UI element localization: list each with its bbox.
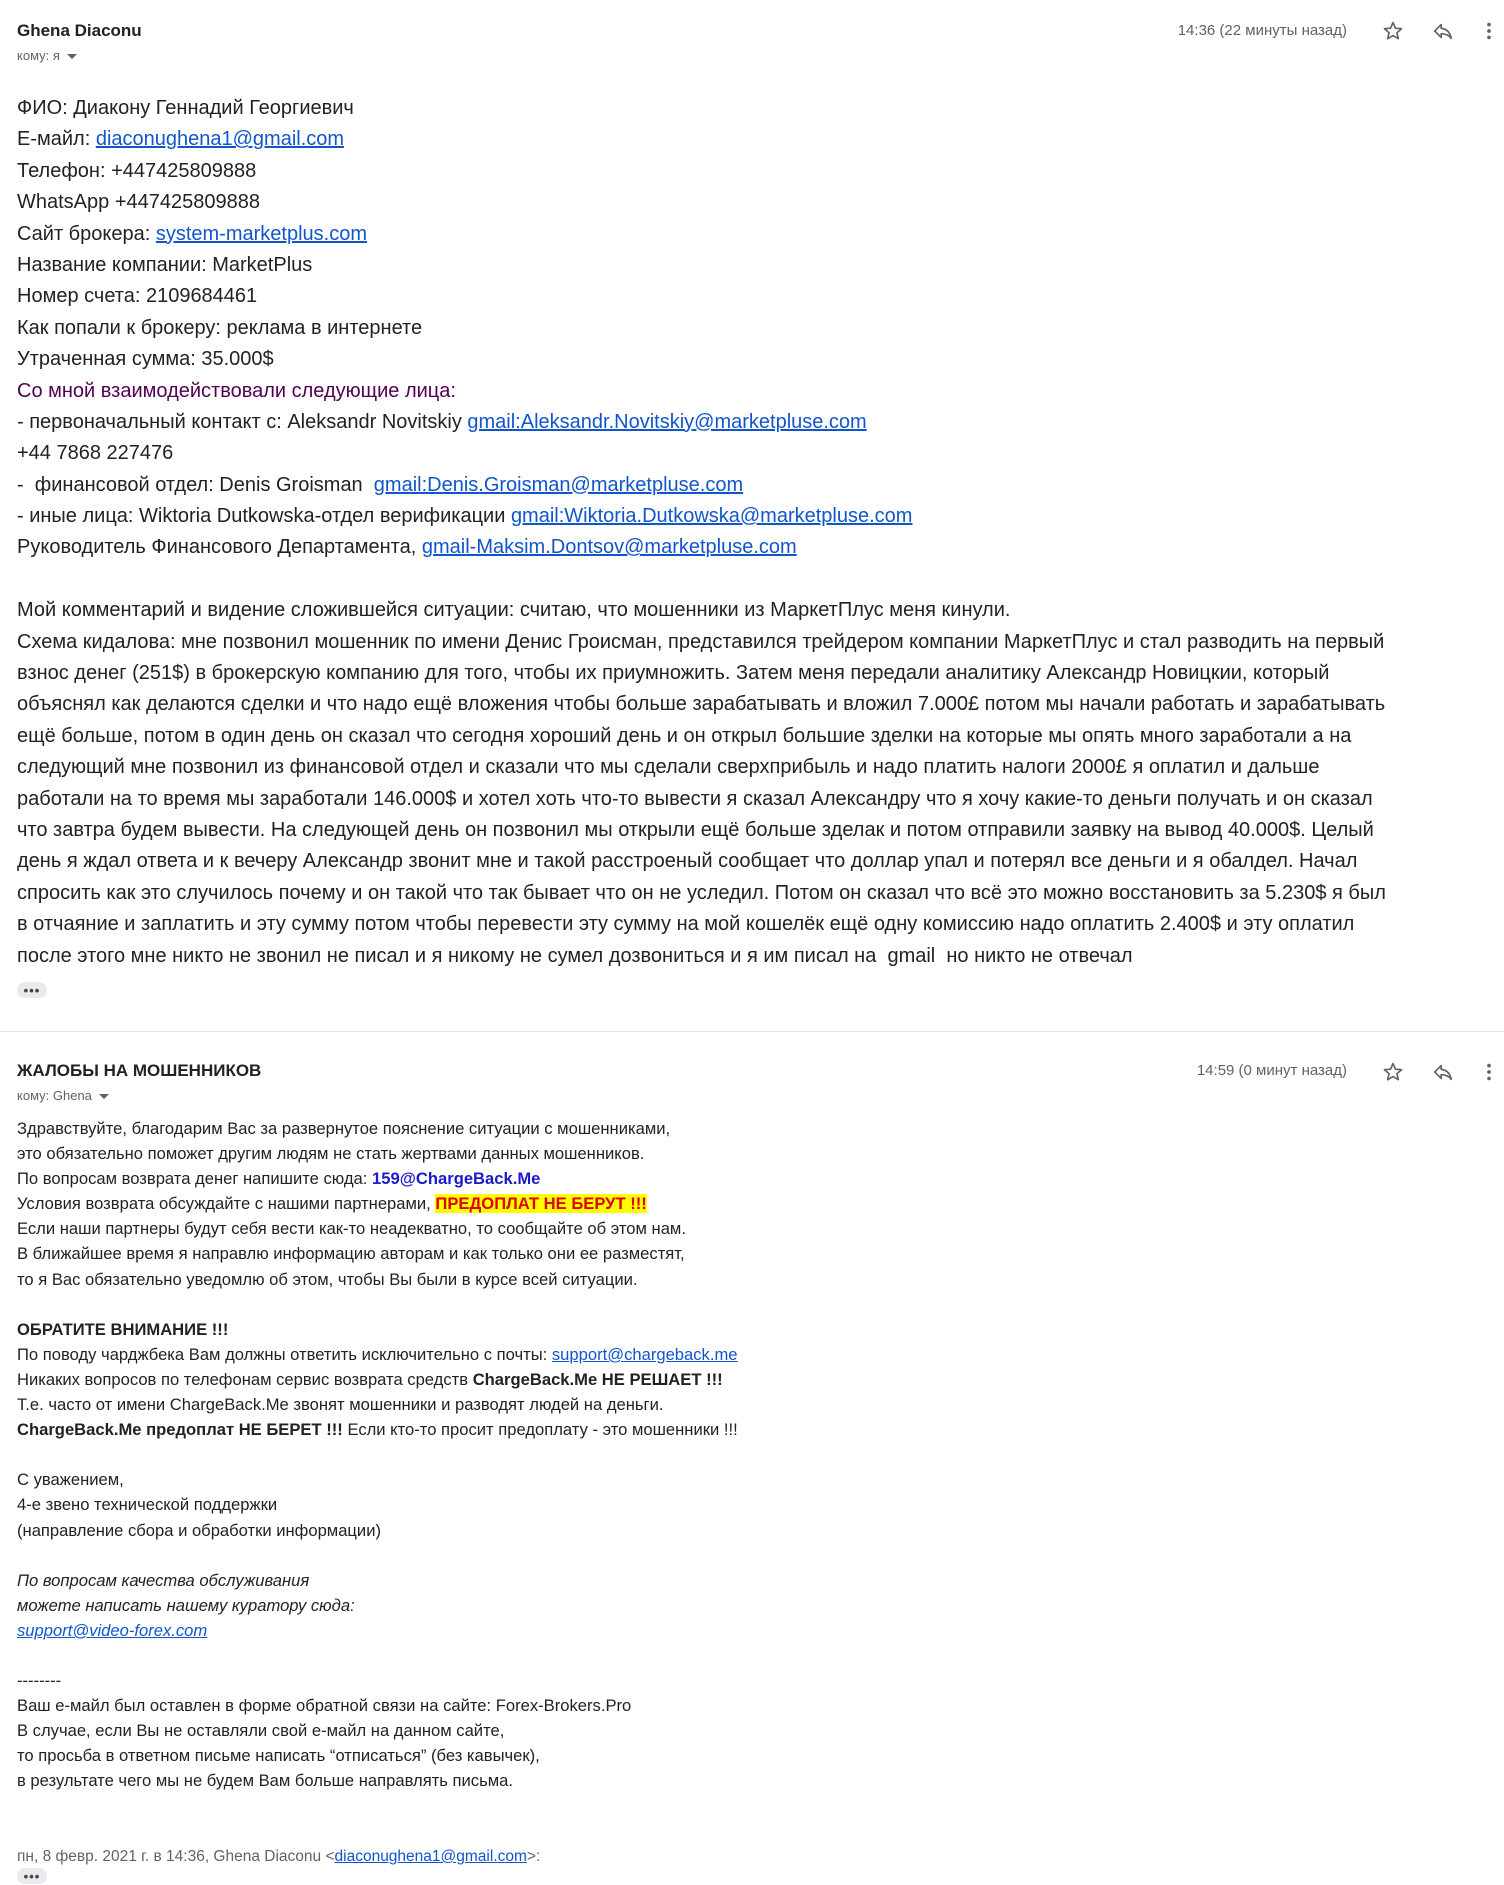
contact-3-link[interactable]: gmail:Wiktoria.Dutkowska@marketpluse.com <box>510 505 913 528</box>
chargeback-label: По поводу чарджбека Вам должны ответить исключительно с почты: <box>17 1344 552 1364</box>
story-line: после этого мне никто не звонил не писал и я никому не сумел дозвониться и я им писал на gmail но никто не отвечал <box>17 944 1133 967</box>
story-line: день я ждал ответа и к вечеру Александр звонит мне и такой расстроеный сообщает что доллар упал и потерял все деньги и я обалдел. Начал <box>17 850 1358 873</box>
message-divider <box>0 1031 1504 1032</box>
refund-line <box>17 1166 1477 1191</box>
story-line: работали на то время мы заработали 146.000$ и хотел хоть что-то вывести я сказал Александру что я хочу какие-то деньги получать и он сказал <box>17 787 1373 810</box>
regards-line: С уважением, <box>17 1470 124 1490</box>
email-line <box>17 124 1497 155</box>
contact-1-line <box>17 407 1497 438</box>
info-line: Если наши партнеры будут себя вести как-то неадекватно, то сообщайте об этом нам. <box>17 1219 686 1239</box>
show-trimmed-content-button[interactable]: ••• <box>17 1868 47 1884</box>
company-line: Название компании: MarketPlus <box>17 253 313 276</box>
quality-text: По вопросам качества обслуживания <box>17 1570 310 1590</box>
greeting-line: это обязательно поможет другим людям не стать жертвами данных мошенников. <box>17 1144 645 1164</box>
story-line: следующий мне позвонил из финансовой отдел и сказали что мы сделали сверхприбыль и надо платить налоги 2000£ я оплатил и дальше <box>17 756 1320 779</box>
info-line: В ближайшее время я направлю информацию авторам и как только они ее разместят, <box>17 1244 685 1264</box>
attention-heading: ОБРАТИТЕ ВНИМАНИЕ !!! <box>17 1319 229 1339</box>
dashes-line: -------- <box>17 1671 62 1691</box>
spacer <box>17 564 1497 595</box>
message-body <box>17 1116 1477 1794</box>
story-line: ещё больше, потом в один день он сказал что сегодня хороший день и он открыл большие зделки на которые мы опять много заработали а на <box>17 724 1352 747</box>
site-label: Сайт брокера: <box>17 222 156 245</box>
lost-amount-line: Утраченная сумма: 35.000$ <box>17 348 274 371</box>
whatsapp-line: WhatsApp +447425809888 <box>17 191 260 214</box>
sender-name[interactable]: Ghena Diaconu <box>17 21 142 40</box>
reply-icon[interactable] <box>1429 17 1457 45</box>
site-line <box>17 219 1497 250</box>
quoted-header <box>17 1848 540 1866</box>
quote-prefix: пн, 8 февр. 2021 г. в 14:36, Ghena Diaconu < <box>17 1848 335 1865</box>
signature-line: 4-е звено технической поддержки <box>17 1495 278 1515</box>
quality-line <box>17 1593 1477 1618</box>
how-line: Как попали к брокеру: реклама в интернете <box>17 316 423 339</box>
email-label: Е-майл: <box>17 128 96 151</box>
footer-line: В случае, если Вы не оставляли свой е-майл на данном сайте, <box>17 1721 505 1741</box>
contact-1-link[interactable]: gmail:Aleksandr.Novitskiy@marketpluse.com <box>467 410 867 433</box>
quote-suffix: >: <box>526 1848 541 1865</box>
story-line: что завтра будем вывести. На следующей день он позвонил мы открыли ещё больше зделак и потом отправили заявку на вывод 40.000$. Целый <box>17 818 1374 841</box>
recipient-line[interactable] <box>17 48 77 63</box>
quality-text: можете написать нашему куратору сюда: <box>17 1595 355 1615</box>
more-vert-icon[interactable] <box>1475 1058 1503 1086</box>
chevron-down-icon[interactable] <box>67 54 77 59</box>
no-phone-line <box>17 1367 1477 1392</box>
chargeback-email-link[interactable]: support@chargeback.me <box>551 1344 738 1364</box>
refund-label: По вопросам возврата денег напишите сюда: <box>17 1169 373 1189</box>
reply-icon[interactable] <box>1429 1058 1457 1086</box>
footer-line: в результате чего мы не будем Вам больше направлять письма. <box>17 1771 513 1791</box>
info-line: то я Вас обязательно уведомлю об этом, чтобы Вы были в курсе всей ситуации. <box>17 1269 638 1289</box>
email-link[interactable]: diaconughena1@gmail.com <box>95 128 345 151</box>
contact-1-text: - первоначальный контакт с: Aleksandr Novitskiy <box>17 410 468 433</box>
story-line: Схема кидалова: мне позвонил мошенник по имени Денис Гроисман, представился трейдером компании МаркетПлус и стал разводить на первый <box>17 630 1385 653</box>
contact-4-link[interactable]: gmail-Maksim.Dontsov@marketpluse.com <box>421 536 797 559</box>
contact-4-text: Руководитель Финансового Департамента, <box>17 536 422 559</box>
message-time: 14:59 (0 минут назад) <box>1196 1062 1347 1079</box>
message-time: 14:36 (22 минуты назад) <box>1177 22 1347 39</box>
message-body <box>17 93 1497 972</box>
spacer <box>17 1442 1477 1467</box>
footer-line: Ваш е-майл был оставлен в форме обратной связи на сайте: Forex-Brokers.Pro <box>17 1696 632 1716</box>
often-line: Т.е. часто от имени ChargeBack.Me звонят мошенники и разводят людей на деньги. <box>17 1395 664 1415</box>
refund-email[interactable]: 159@ChargeBack.Me <box>372 1169 541 1189</box>
sender-name[interactable]: ЖАЛОБЫ НА МОШЕННИКОВ <box>17 1061 262 1080</box>
greeting-line: Здравствуйте, благодарим Вас за развернутое пояснение ситуации с мошенниками, <box>17 1119 671 1138</box>
contact-2-link[interactable]: gmail:Denis.Groisman@marketpluse.com <box>373 473 744 496</box>
comment-line: Мой комментарий и видение сложившейся ситуации: считаю, что мошенники из МаркетПлус меня кинули. <box>17 599 1011 622</box>
quote-email-link[interactable]: diaconughena1@gmail.com <box>334 1848 527 1865</box>
story-line: спросить как это случилось почему и он такой что так бывает что он не уследил. Потом он сказал что всё это можно восстановить за 5.230$ я был <box>17 881 1386 904</box>
recipient-label: кому: Ghena <box>17 1088 92 1103</box>
fio-line: ФИО: Диакону Геннадий Георгиевич <box>17 97 354 119</box>
recipient-line[interactable] <box>17 1088 109 1103</box>
star-icon[interactable] <box>1379 1058 1407 1086</box>
phone-line: Телефон: +447425809888 <box>17 159 257 182</box>
contact-2-line <box>17 470 1497 501</box>
no-prepay-highlight: ПРЕДОПЛАТ НЕ БЕРУТ !!! <box>435 1194 647 1214</box>
contact-4-line <box>17 532 1497 563</box>
account-line: Номер счета: 2109684461 <box>17 285 258 308</box>
show-trimmed-content-button[interactable]: ••• <box>17 982 47 998</box>
no-phone-text: Никаких вопросов по телефонам сервис возврата средств <box>17 1369 473 1389</box>
spacer <box>17 1543 1477 1568</box>
quality-email-line <box>17 1618 1477 1643</box>
contact-3-line <box>17 501 1497 532</box>
terms-label: Условия возврата обсуждайте с нашими партнерами, <box>17 1194 436 1214</box>
spacer <box>17 1643 1477 1668</box>
terms-line <box>17 1191 1477 1216</box>
quality-line <box>17 1568 1477 1593</box>
no-prepay-text: Если кто-то просит предоплату - это мошенники !!! <box>342 1420 738 1440</box>
chargeback-line <box>17 1342 1477 1367</box>
contact-1-phone: +44 7868 227476 <box>17 442 174 465</box>
more-vert-icon[interactable] <box>1475 17 1503 45</box>
no-prepay-bold: ChargeBack.Me предоплат НЕ БЕРЕТ !!! <box>17 1420 343 1440</box>
signature-line: (направление сбора и обработки информации) <box>17 1520 382 1540</box>
story-line: объяснял как делаются сделки и что надо ещё вложения чтобы больше зарабатывать и вложил 7.000£ потом мы начали работать и зарабатывать <box>17 693 1386 716</box>
site-link[interactable]: system-marketplus.com <box>155 222 367 245</box>
quality-email-link[interactable]: support@video-forex.com <box>17 1620 208 1640</box>
footer-line: то просьба в ответном письме написать “отписаться” (без кавычек), <box>17 1746 540 1766</box>
no-prepay-line <box>17 1417 1477 1442</box>
recipient-label: кому: я <box>17 48 60 63</box>
contact-3-text: - иные лица: Wiktoria Dutkowska-отдел верификации <box>17 505 511 528</box>
persons-heading: Со мной взаимодействовали следующие лица: <box>17 379 456 402</box>
star-icon[interactable] <box>1379 17 1407 45</box>
story-line: в отчаяние и заплатить и эту сумму потом чтобы перевести эту сумму на мой кошелёк ещё одну комиссию надо оплатить 2.400$ и эту оплатил <box>17 913 1355 936</box>
story-line: взнос денег (251$) в брокерскую компанию для того, чтобы их приумножить. Затем меня передали аналитику Александр Новицкии, который <box>17 662 1330 685</box>
chevron-down-icon[interactable] <box>99 1094 109 1099</box>
contact-2-text: - финансовой отдел: Denis Groisman <box>17 473 374 496</box>
no-phone-bold: ChargeBack.Me НЕ РЕШАЕТ !!! <box>472 1369 723 1389</box>
spacer <box>17 1292 1477 1317</box>
